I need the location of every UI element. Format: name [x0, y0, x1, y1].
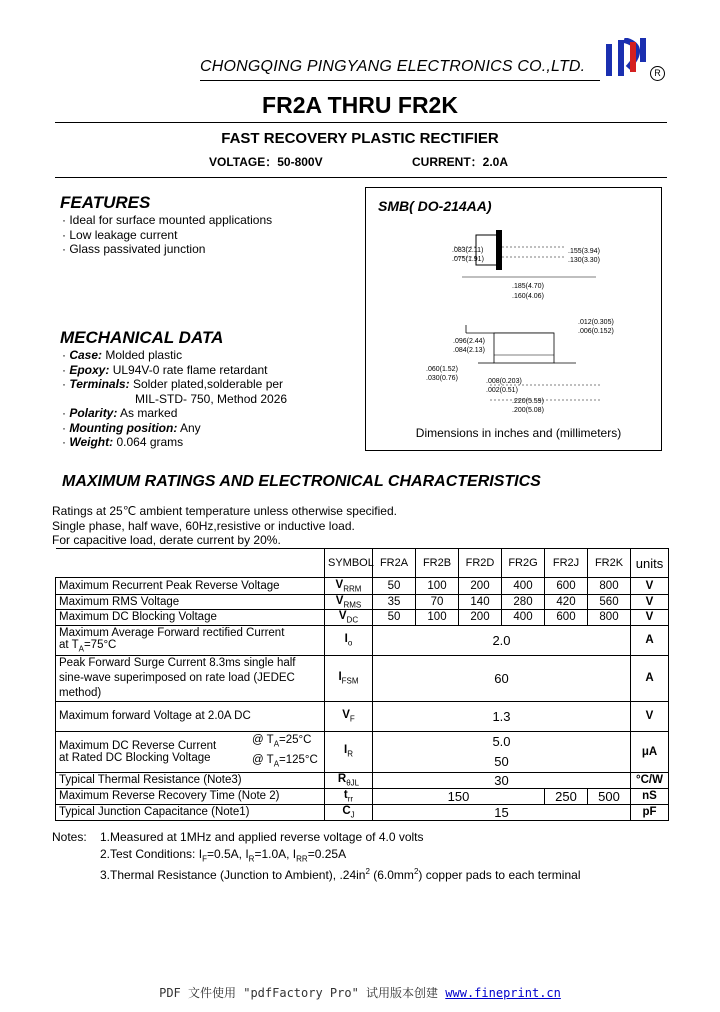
- value-cell: 800: [588, 578, 631, 595]
- title-rule: [55, 122, 667, 123]
- value-cell: 5.0 50: [373, 731, 631, 772]
- symbol-cell: $V_{RMS}$: [325, 595, 373, 610]
- symbol-cell: $R_{\theta JL}$: [325, 772, 373, 788]
- value-cell: 50: [373, 578, 416, 595]
- value-cell: 500: [588, 788, 631, 804]
- unit-cell: pF: [631, 804, 669, 820]
- dim-label: .160(4.06): [512, 293, 544, 300]
- ratings-line: For capacitive load, derate current by 20%.: [52, 533, 281, 547]
- unit-cell: μA: [631, 731, 669, 772]
- table-row: [56, 788, 669, 804]
- characteristics-table: [55, 548, 669, 821]
- dim-label: .060(1.52): [426, 366, 458, 373]
- value-cell: 400: [502, 610, 545, 625]
- symbol-cell: $I_R$: [325, 731, 373, 772]
- note-2: 2.Test Conditions: $I_F=0.5A$, $I_R=1.0A$, $I_{RR}=0.25A$: [100, 847, 347, 864]
- table-row: [56, 595, 669, 610]
- mechanical-heading: MECHANICAL DATA: [60, 328, 224, 347]
- unit-cell: V: [631, 578, 669, 595]
- param-cell: Typical Junction Capacitance (Note1): [56, 804, 325, 820]
- mech-item: · Mounting position: Any: [62, 420, 201, 435]
- table-row: [56, 804, 669, 820]
- param-cell: Maximum DC Reverse Current at Rated DC Blocking Voltage @ $T_A=25^\circ C$ @ $T_A=125^\circ C$: [56, 731, 325, 772]
- table-row: [56, 701, 669, 731]
- company-name: CHONGQING PINGYANG ELECTRONICS CO.,LTD.: [200, 58, 586, 75]
- header-part: FR2K: [588, 549, 631, 578]
- header-part: FR2J: [545, 549, 588, 578]
- value-cell: 600: [545, 578, 588, 595]
- table-row: [56, 578, 669, 595]
- header-part: FR2G: [502, 549, 545, 578]
- dim-label: .006(0.152): [578, 328, 614, 335]
- value-cell: 100: [416, 610, 459, 625]
- value-cell: 35: [373, 595, 416, 610]
- table-row: [56, 731, 669, 772]
- features-list: [62, 213, 272, 257]
- unit-cell: A: [631, 625, 669, 655]
- param-cell: Maximum RMS Voltage: [56, 595, 325, 610]
- table-row: [56, 610, 669, 625]
- value-cell: 600: [545, 610, 588, 625]
- notes-label: Notes:: [52, 830, 87, 844]
- dim-label: .220(5.59): [512, 398, 544, 405]
- value-cell: 400: [502, 578, 545, 595]
- value-cell: 560: [588, 595, 631, 610]
- unit-cell: A: [631, 655, 669, 701]
- features-heading: FEATURES: [60, 193, 151, 212]
- ratings-conditions: [52, 504, 397, 548]
- page-subtitle: FAST RECOVERY PLASTIC RECTIFIER: [221, 130, 499, 147]
- cathode-band: [496, 230, 502, 270]
- dim-label: .075(1.91): [452, 256, 484, 263]
- symbol-cell: $I_o$: [325, 625, 373, 655]
- mech-item: MIL-STD- 750, Method 2026: [135, 391, 288, 406]
- subtitle-rule: [55, 177, 667, 178]
- param-cell: Maximum DC Blocking Voltage: [56, 610, 325, 625]
- company-logo: [604, 38, 654, 82]
- mech-item: · Polarity: As marked: [62, 406, 178, 420]
- pdf-footer: [0, 984, 720, 1001]
- dim-label: .083(2.11): [452, 247, 484, 254]
- mech-item: · Terminals: Solder plated,solderable per: [62, 377, 284, 391]
- package-body-side: [494, 333, 554, 363]
- symbol-cell: $V_{RRM}$: [325, 578, 373, 595]
- package-title: SMB( DO-214AA): [378, 198, 492, 214]
- package-drawing: [366, 215, 660, 420]
- note-1: 1.Measured at 1MHz and applied reverse voltage of 4.0 volts: [100, 830, 424, 844]
- header-part: FR2A: [373, 549, 416, 578]
- param-cell: Maximum Reverse Recovery Time (Note 2): [56, 788, 325, 804]
- feature-item: · Low leakage current: [62, 227, 178, 242]
- value-cell: 70: [416, 595, 459, 610]
- value-cell: 420: [545, 595, 588, 610]
- table-header-row: [56, 549, 669, 578]
- current-spec: CURRENT：2.0A: [412, 155, 509, 169]
- value-cell: 15: [373, 804, 631, 820]
- mech-item: · Weight: 0.064 grams: [62, 435, 184, 449]
- value-cell: 30: [373, 772, 631, 788]
- unit-cell: V: [631, 610, 669, 625]
- param-cell: Typical Thermal Resistance (Note3): [56, 772, 325, 788]
- feature-item: · Ideal for surface mounted applications: [62, 213, 273, 227]
- footer-link[interactable]: www.fineprint.cn: [445, 986, 561, 1000]
- mech-item: · Epoxy: UL94V-0 rate flame retardant: [62, 362, 268, 377]
- mech-item: · Case: Molded plastic: [62, 348, 183, 362]
- value-cell: 1.3: [373, 701, 631, 731]
- value-cell: 2.0: [373, 625, 631, 655]
- feature-item: · Glass passivated junction: [62, 242, 206, 256]
- value-cell: 280: [502, 595, 545, 610]
- unit-cell: V: [631, 595, 669, 610]
- ratings-line: Ratings at 25℃ ambient temperature unless otherwise specified.: [52, 504, 397, 518]
- value-cell: 150: [373, 788, 545, 804]
- mechanical-list: [62, 348, 287, 450]
- value-cell: 800: [588, 610, 631, 625]
- dim-label: .185(4.70): [512, 283, 544, 290]
- table-row: [56, 625, 669, 655]
- header-rule: [200, 80, 600, 81]
- page-title: FR2A THRU FR2K: [262, 92, 458, 118]
- param-cell: Maximum Average Forward rectified Current at $T_A=75^\circ C$: [56, 625, 325, 655]
- param-cell: Peak Forward Surge Current 8.3ms single half sine-wave superimposed on rate load (JEDEC method): [56, 655, 325, 701]
- header-units: units: [631, 549, 669, 578]
- value-cell: 100: [416, 578, 459, 595]
- dim-label: .002(0.51): [486, 387, 518, 394]
- ratings-line: Single phase, half wave, 60Hz,resistive or inductive load.: [52, 518, 355, 533]
- symbol-cell: $I_{FSM}$: [325, 655, 373, 701]
- dimensions-caption: Dimensions in inches and (millimeters): [415, 426, 622, 440]
- note-3: 3.Thermal Resistance (Junction to Ambient), $.24in^2$ $(6.0mm^2)$ copper pads to each terminal: [100, 867, 581, 882]
- header-part: FR2B: [416, 549, 459, 578]
- value-cell: 200: [459, 610, 502, 625]
- unit-cell: V: [631, 701, 669, 731]
- symbol-cell: $C_J$: [325, 804, 373, 820]
- value-cell: 140: [459, 595, 502, 610]
- voltage-spec: VOLTAGE：50-800V: [209, 155, 323, 169]
- value-cell: 200: [459, 578, 502, 595]
- dim-label: .155(3.94): [568, 248, 600, 255]
- dim-label: .200(5.08): [512, 407, 544, 414]
- dim-label: .096(2.44): [453, 338, 485, 345]
- dim-label: .130(3.30): [568, 257, 600, 264]
- header-symbol: SYMBOL: [325, 549, 373, 578]
- symbol-cell: $V_{DC}$: [325, 610, 373, 625]
- dim-label: .084(2.13): [453, 347, 485, 354]
- value-cell: 250: [545, 788, 588, 804]
- registered-mark: R: [650, 66, 665, 81]
- value-cell: 60: [373, 655, 631, 701]
- param-cell: Maximum forward Voltage at 2.0A DC: [56, 701, 325, 731]
- dim-label: .008(0.203): [486, 378, 522, 385]
- dim-label: .012(0.305): [578, 319, 614, 326]
- table-row: [56, 772, 669, 788]
- param-cell: Maximum Recurrent Peak Reverse Voltage: [56, 578, 325, 595]
- header-part: FR2D: [459, 549, 502, 578]
- dim-label: .030(0.76): [426, 375, 458, 382]
- symbol-cell: $t_{rr}$: [325, 788, 373, 804]
- unit-cell: nS: [631, 788, 669, 804]
- table-row: [56, 655, 669, 701]
- footer-text: PDF 文件使用 "pdfFactory Pro" 试用版本创建: [159, 986, 446, 1000]
- unit-cell: °C/W: [631, 772, 669, 788]
- value-cell: 50: [373, 610, 416, 625]
- symbol-cell: $V_F$: [325, 701, 373, 731]
- ratings-heading: MAXIMUM RATINGS AND ELECTRONICAL CHARACTERISTICS: [62, 473, 541, 490]
